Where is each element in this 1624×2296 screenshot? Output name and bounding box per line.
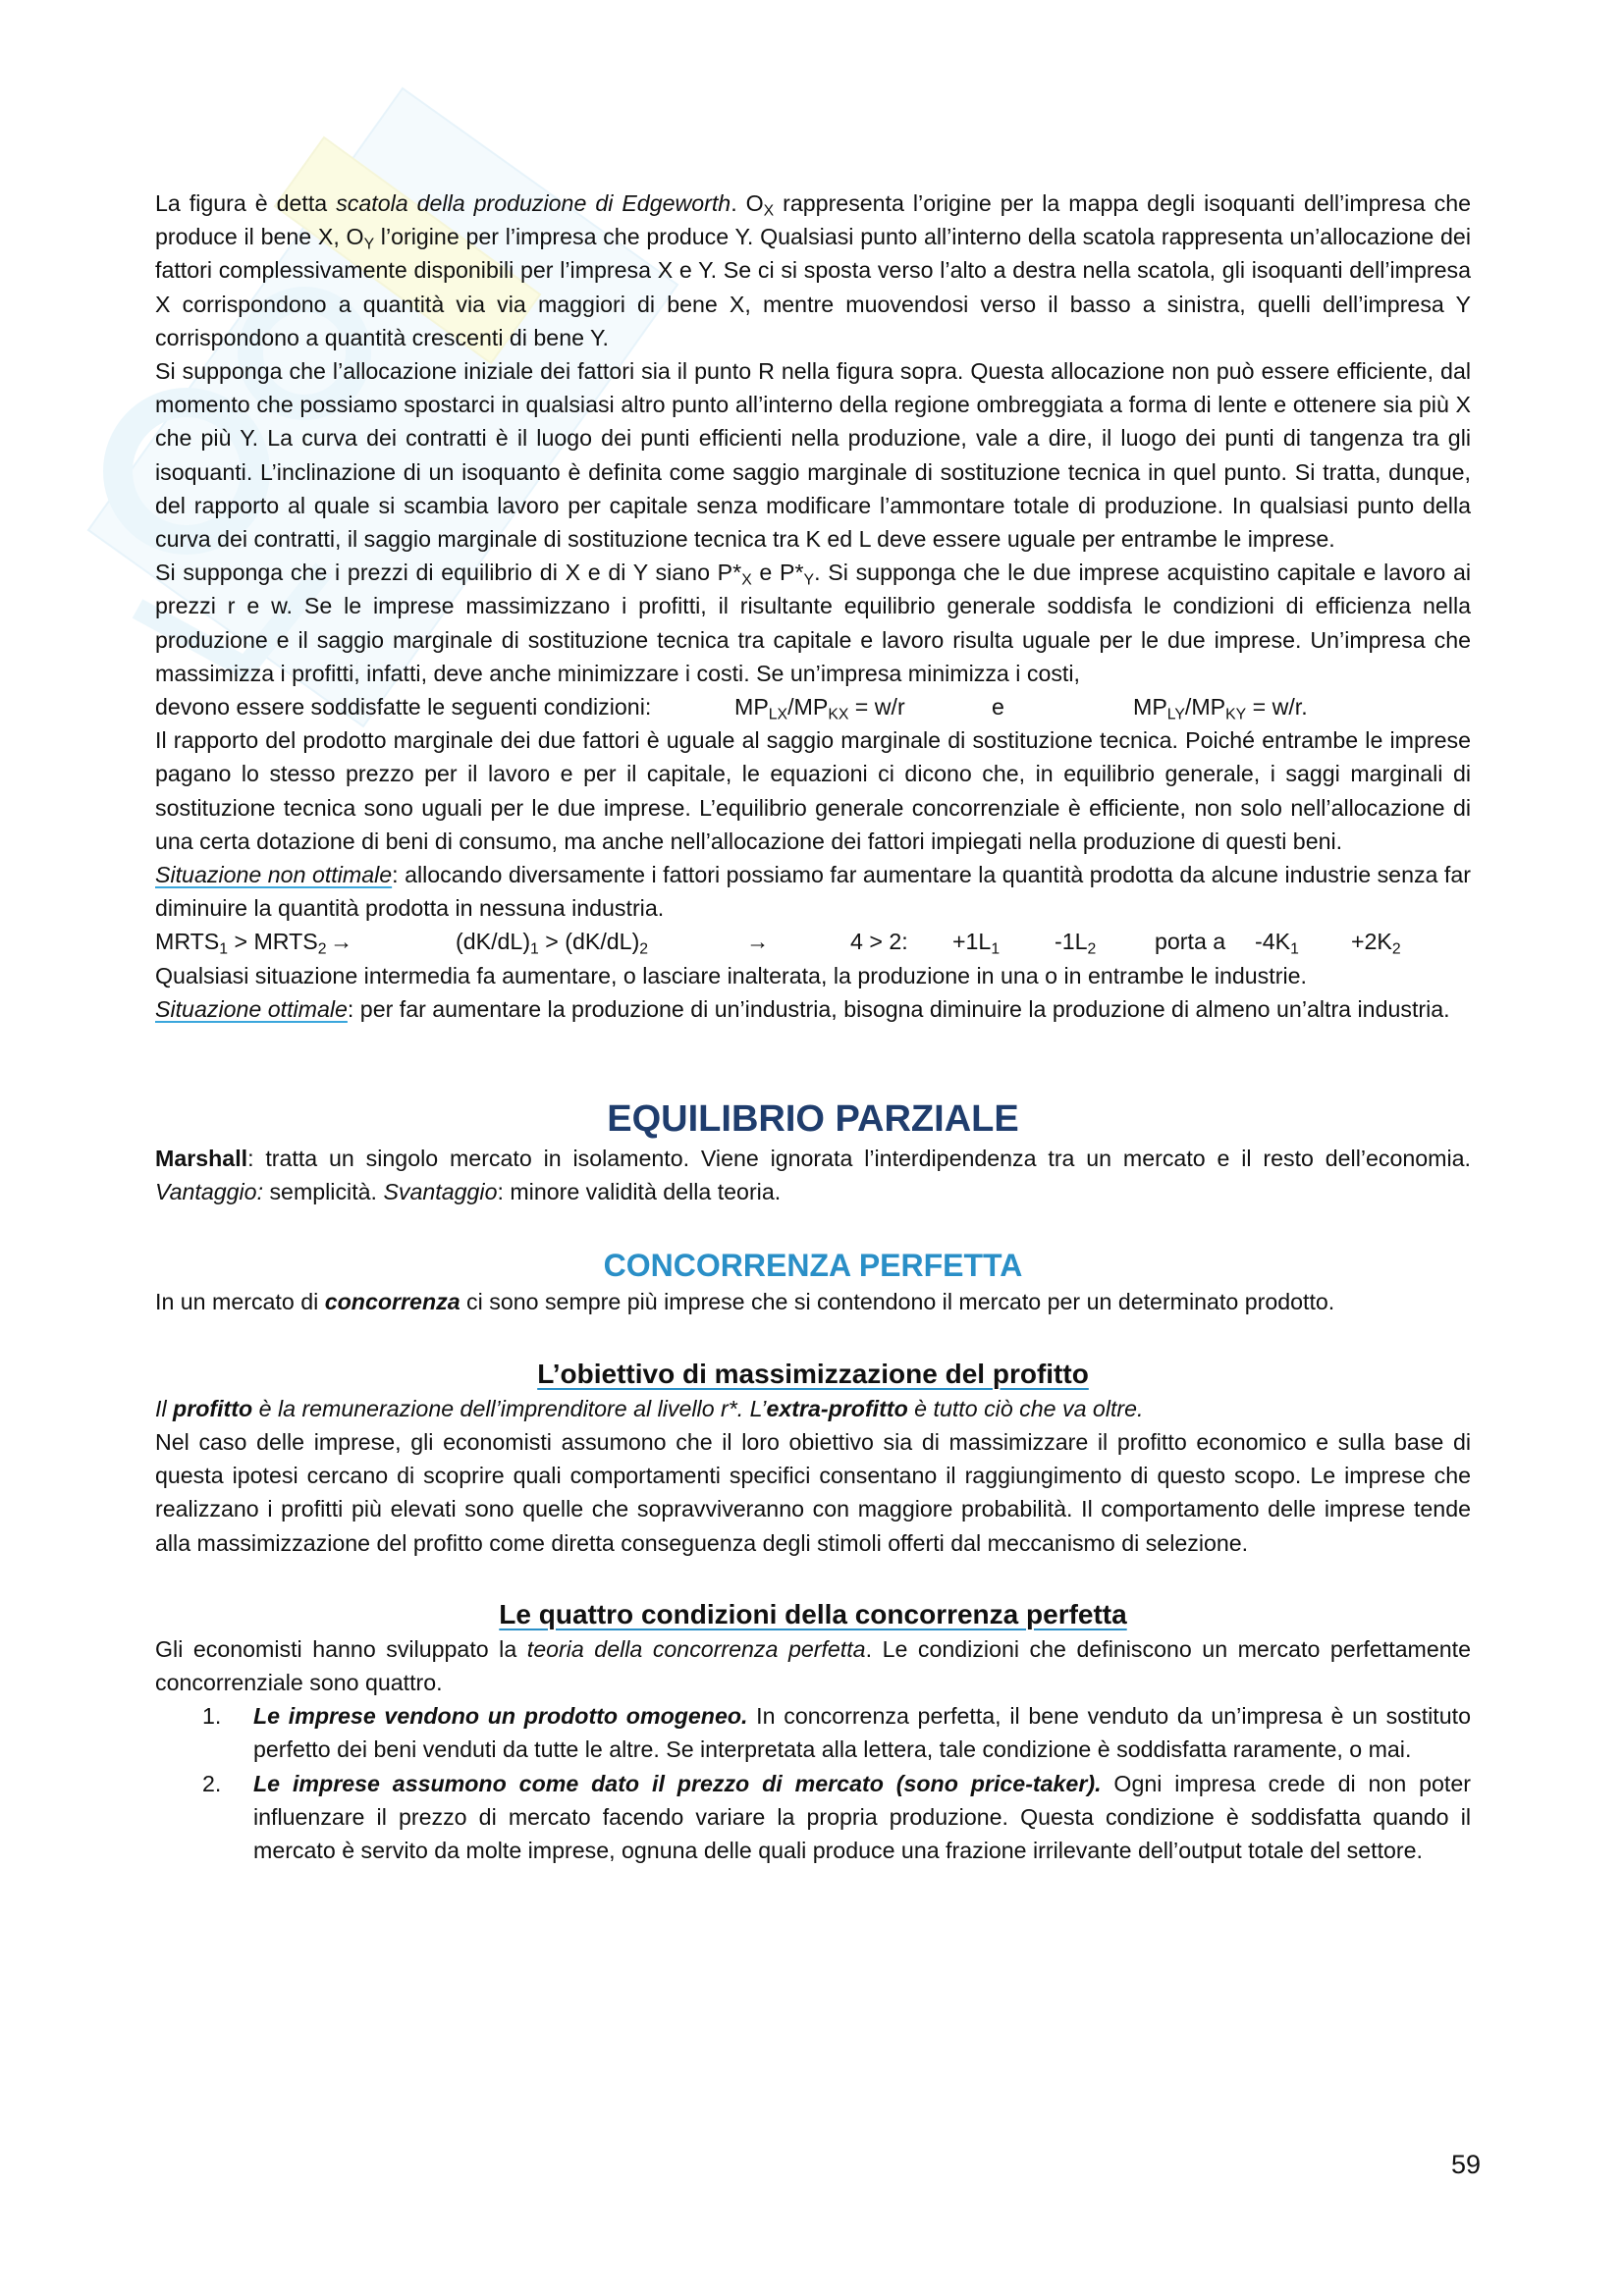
paragraph-optimal: Situazione ottimale: per far aumentare la produzione di un’industria, bisogna diminuire la produzione di almeno un’altra industria. bbox=[155, 995, 1450, 1022]
paragraph-allocation: Si supponga che l’allocazione iniziale dei fattori sia il punto R nella figura sopra. Questa allocazione non può essere efficiente, dal momento che possiamo spostarci in qualsiasi altro punto all’interno della regione ombreggiata a forma di lente e ottenere sia più X che più Y. La curva dei contratti è il luogo dei punti efficienti nella produzione, vale a dire, il luogo dei punti di tangenza tra gli isoquanti. L’inclinazione di un isoquanto è definita come saggio marginale di sostituzione tecnica in quel punto. Si tratta, dunque, del rapporto al quale si scambia lavoro per capitale senza modificare l’ammontare totale di produzione. In qualsiasi punto della curva dei contratti, il saggio marginale di sostituzione tecnica tra K ed L deve essere uguale per entrambe le imprese. bbox=[155, 358, 1471, 553]
label-non-optimal: Situazione non ottimale bbox=[155, 862, 393, 888]
heading-obiettivo-profitto: L’obiettivo di massimizzazione del profitto bbox=[537, 1358, 1089, 1389]
arrow-icon: → bbox=[330, 929, 353, 955]
paragraph-marshall: Marshall: tratta un singolo mercato in isolamento. Viene ignorata l’interdipendenza tra un mercato e il resto dell’economia. Vantaggio: semplicità. Svantaggio: minore validità della teoria. bbox=[155, 1146, 1471, 1205]
paragraph-edgeworth: La figura è detta scatola della produzione di Edgeworth. $O_X$ rappresenta l’origine per la mappa degli isoquanti dell’impresa che produce il bene X, $O_Y$ l’origine per l’impresa che produce Y. Qualsiasi punto all’interno della scatola rappresenta un’allocazione dei fattori complessivamente disponibili per l’impresa X e Y. Se ci si sposta verso l’alto a destra nella scatola, gli isoquanti dell’impresa X corrispondono a quantità via via maggiori di bene X, mentre muovendosi verso il basso a sinistra, quelli dell’impresa Y corrispondono a quantità crescenti di bene Y. bbox=[155, 190, 1472, 350]
heading-quattro-condizioni: Le quattro condizioni della concorrenza perfetta bbox=[499, 1598, 1127, 1629]
paragraph-non-optimal: Situazione non ottimale: allocando diversamente i fattori possiamo far aumentare la quantità prodotta da alcune industrie senza far diminuire la quantità prodotta in nessuna industria. bbox=[155, 862, 1471, 922]
heading-equilibrio-parziale: EQUILIBRIO PARZIALE bbox=[607, 1098, 1019, 1141]
paragraph-profitto: Nel caso delle imprese, gli economisti assumono che il loro obiettivo sia di massimizzare il profitto economico e sulla base di questa ipotesi cercano di scoprire quali comportamenti specifici consentano il raggiungimento di questo scopo. Le imprese che realizzano i profitti più elevati sono quelle che sopravviveranno con maggiore probabilità. Il comportamento delle imprese tende alla massimizzazione del profitto come diretta conseguenza degli stimoli offerti dal meccanismo di selezione. bbox=[155, 1428, 1471, 1556]
conditions-list bbox=[155, 1699, 1471, 1867]
paragraph-intermediate: Qualsiasi situazione intermedia fa aumentare, o lasciare inalterata, la produzione in una o in entrambe le industrie. bbox=[155, 962, 1307, 988]
heading-concorrenza-perfetta: CONCORRENZA PERFETTA bbox=[603, 1248, 1023, 1284]
list-item: 2. Le imprese assumono come dato il prezzo di mercato (sono price-taker). Ogni impresa crede di non poter influenzare il prezzo di mercato facendo variare la propria produzione. Questa condizione è soddisfatta quando il mercato è servito da molte imprese, ognuna delle quali produce una frazione irrilevante dell’output totale del settore. bbox=[202, 1770, 1471, 1863]
paragraph-prices: Si supponga che i prezzi di equilibrio di X e di Y siano $P*_X$ e $P*_Y$. Si supponga che le due imprese acquistino capitale e lavoro ai prezzi r e w. Se le imprese massimizzano i profitti, il risultante equilibrio generale soddisfa le condizioni di efficienza nella produzione e il saggio marginale di sostituzione tecnica tra capitale e lavoro risulta uguale per le due imprese. Un’impresa che massimizza i profitti, infatti, deve anche minimizzare i costi. Se un’impresa minimizza i costi, bbox=[155, 560, 1471, 686]
paragraph-concorrenza: In un mercato di concorrenza ci sono sempre più imprese che si contendono il mercato per un determinato prodotto. bbox=[155, 1289, 1335, 1315]
conditions-line: devono essere soddisfatte le seguenti condizioni: $MP_{LX}/MP_{KX} = w/r$ e $MP_{LY}/MP_{KY} = w/r$. bbox=[155, 694, 1308, 723]
paragraph-marginal-product: Il rapporto del prodotto marginale dei due fattori è uguale al saggio marginale di sostituzione tecnica. Poiché entrambe le imprese pagano lo stesso prezzo per il lavoro e per il capitale, le equazioni ci dicono che, in equilibrio generale, i saggi marginali di sostituzione tecnica sono uguali per le due imprese. L’equilibrio generale concorrenziale è efficiente, non solo nell’allocazione di una certa dotazione di beni di consumo, ma anche nell’allocazione dei fattori impiegati nella produzione di questi beni. bbox=[155, 727, 1471, 854]
paragraph-teoria: Gli economisti hanno sviluppato la teoria della concorrenza perfetta. Le condizioni che definiscono un mercato perfettamente concorrenziale sono quattro. bbox=[155, 1635, 1471, 1695]
mrts-line: $MRTS_1$ > $MRTS_2$ → $(dK/dL)_1 > (dK/dL)_2$ → 4 > 2: $+1L_1$ $-1L_2$ porta a $-4K_1$ $+2K_2$ bbox=[155, 925, 1471, 958]
arrow-icon: → bbox=[746, 929, 770, 955]
document-body bbox=[155, 187, 1471, 1867]
label-optimal: Situazione ottimale bbox=[155, 995, 348, 1022]
list-item: 1. Le imprese vendono un prodotto omogeneo. In concorrenza perfetta, il bene venduto da un’impresa è un sostituto perfetto dei beni venduti da tutte le altre. Se interpretata alla lettera, tale condizione è soddisfatta raramente, o mai. bbox=[202, 1703, 1471, 1763]
page-number: 59 bbox=[1451, 2150, 1482, 2179]
paragraph-profitto-definition: Il profitto è la remunerazione dell’imprenditore al livello r*. L’extra-profitto è tutto ciò che va oltre. bbox=[155, 1395, 1144, 1421]
